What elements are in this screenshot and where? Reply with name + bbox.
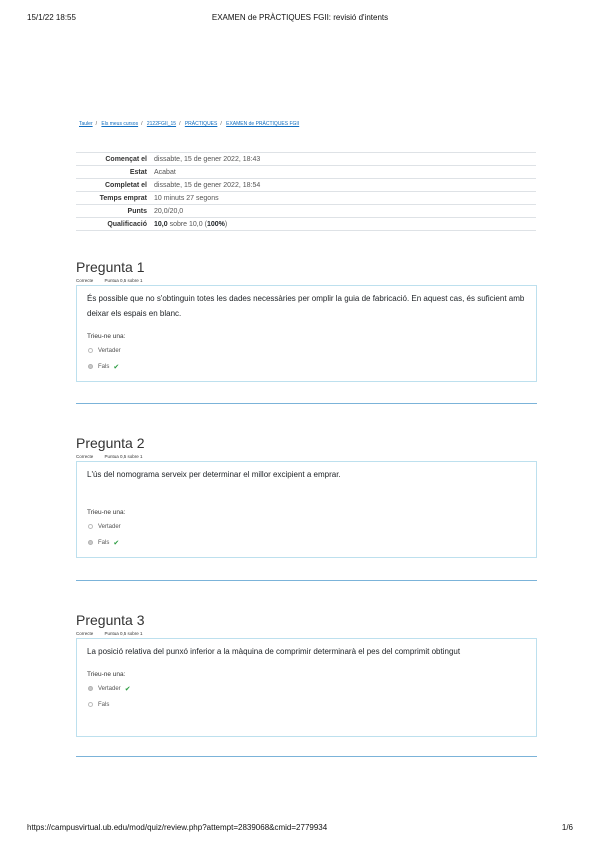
checkmark-icon: ✔ bbox=[113, 363, 120, 371]
grade-text: sobre 10,0 ( bbox=[167, 220, 207, 228]
radio-button[interactable] bbox=[88, 364, 93, 369]
answer-prompt: Trieu-ne una: bbox=[87, 333, 126, 340]
answer-label: Vertader bbox=[98, 685, 121, 692]
attempt-summary-table bbox=[76, 152, 536, 231]
radio-button[interactable] bbox=[88, 702, 93, 707]
checkmark-icon: ✔ bbox=[124, 685, 131, 693]
breadcrumb-separator: / bbox=[179, 121, 181, 127]
page-number: 1/6 bbox=[561, 823, 573, 832]
summary-value bbox=[151, 218, 536, 231]
answer-prompt: Trieu-ne una: bbox=[87, 671, 126, 678]
question-separator bbox=[76, 580, 537, 581]
question-score: Puntua 0,5 sobre 1 bbox=[104, 631, 143, 636]
print-footer bbox=[27, 823, 573, 835]
print-date: 15/1/22 18:55 bbox=[27, 13, 76, 22]
grade-percent: 100% bbox=[206, 220, 225, 228]
answer-label: Fals bbox=[98, 363, 110, 370]
radio-button[interactable] bbox=[88, 540, 93, 545]
question-status: Correcte bbox=[76, 278, 94, 283]
checkmark-icon: ✔ bbox=[113, 539, 120, 547]
breadcrumb bbox=[79, 121, 299, 127]
breadcrumb-link-section[interactable]: PRÀCTIQUES bbox=[184, 121, 218, 127]
summary-label: Completat el bbox=[76, 179, 151, 192]
print-title: EXAMEN de PRÀCTIQUES FGII: revisió d'intents bbox=[211, 13, 389, 22]
question-separator bbox=[76, 756, 537, 757]
question-1 bbox=[76, 259, 537, 382]
question-status: Correcte bbox=[76, 454, 94, 459]
question-score: Puntua 0,5 sobre 1 bbox=[104, 278, 143, 283]
answer-prompt: Trieu-ne una: bbox=[87, 509, 126, 516]
question-info bbox=[76, 278, 537, 284]
summary-row-points bbox=[76, 205, 536, 218]
breadcrumb-link-dashboard[interactable]: Tauler bbox=[79, 121, 93, 127]
summary-value: 10 minuts 27 segons bbox=[151, 192, 536, 205]
question-title: Pregunta 1 bbox=[76, 259, 145, 275]
question-info bbox=[76, 454, 537, 460]
answer-label: Fals bbox=[98, 539, 110, 546]
summary-row-completed bbox=[76, 179, 536, 192]
print-url: https://campusvirtual.ub.edu/mod/quiz/review.php?attempt=2839068&cmid=2779934 bbox=[27, 823, 328, 832]
grade-score: 10,0 bbox=[154, 220, 168, 228]
summary-label: Començat el bbox=[76, 153, 151, 166]
radio-button[interactable] bbox=[88, 524, 93, 529]
question-3 bbox=[76, 612, 537, 737]
summary-label: Punts bbox=[76, 205, 151, 218]
summary-value: 20,0/20,0 bbox=[151, 205, 536, 218]
question-status: Correcte bbox=[76, 631, 94, 636]
question-content bbox=[76, 638, 537, 737]
breadcrumb-separator: / bbox=[95, 121, 98, 127]
answer-option-vertader[interactable] bbox=[87, 345, 527, 356]
summary-label: Temps emprat bbox=[76, 192, 151, 205]
question-content bbox=[76, 285, 537, 382]
print-header bbox=[27, 13, 573, 25]
answer-label: Fals bbox=[98, 701, 110, 708]
answer-option-vertader[interactable] bbox=[87, 521, 527, 532]
summary-row-state bbox=[76, 166, 536, 179]
answer-option-vertader[interactable] bbox=[87, 683, 527, 694]
question-separator bbox=[76, 403, 537, 404]
summary-row-grade bbox=[76, 218, 536, 231]
question-title: Pregunta 3 bbox=[76, 612, 145, 628]
answer-option-fals[interactable] bbox=[87, 537, 527, 548]
breadcrumb-link-my-courses[interactable]: Els meus cursos bbox=[101, 121, 139, 127]
question-content bbox=[76, 461, 537, 558]
question-info bbox=[76, 631, 537, 637]
summary-label: Qualificació bbox=[76, 218, 151, 231]
breadcrumb-separator: / bbox=[220, 121, 222, 127]
question-text: La posició relativa del punxó inferior a la màquina de comprimir determinarà el pes del comprimit obtingut bbox=[87, 647, 461, 656]
summary-label: Estat bbox=[76, 166, 151, 179]
breadcrumb-link-course[interactable]: 2122FGII_15 bbox=[146, 121, 177, 127]
radio-button[interactable] bbox=[88, 348, 93, 353]
grade-close: ) bbox=[224, 220, 228, 228]
answer-option-fals[interactable] bbox=[87, 361, 527, 372]
breadcrumb-link-quiz[interactable]: EXAMEN de PRÀCTIQUES FGII bbox=[226, 121, 300, 127]
answer-label: Vertader bbox=[98, 347, 121, 354]
answer-option-fals[interactable] bbox=[87, 699, 527, 710]
summary-value: dissabte, 15 de gener 2022, 18:54 bbox=[151, 179, 536, 192]
question-title: Pregunta 2 bbox=[76, 435, 145, 451]
summary-row-time-taken bbox=[76, 192, 536, 205]
summary-value: dissabte, 15 de gener 2022, 18:43 bbox=[151, 153, 536, 166]
question-2 bbox=[76, 435, 537, 558]
question-text: L'ús del nomograma serveix per determinar el millor excipient a emprar. bbox=[87, 470, 341, 479]
summary-row-started bbox=[76, 153, 536, 166]
summary-value: Acabat bbox=[151, 166, 536, 179]
radio-button[interactable] bbox=[88, 686, 93, 691]
answer-label: Vertader bbox=[98, 523, 121, 530]
question-score: Puntua 0,5 sobre 1 bbox=[104, 454, 143, 459]
breadcrumb-separator: / bbox=[141, 121, 143, 127]
question-text: És possible que no s'obtinguin totes les dades necessàries per omplir la guia de fabricació. En aquest cas, és suficient amb deixar els espais en blanc. bbox=[87, 294, 525, 318]
